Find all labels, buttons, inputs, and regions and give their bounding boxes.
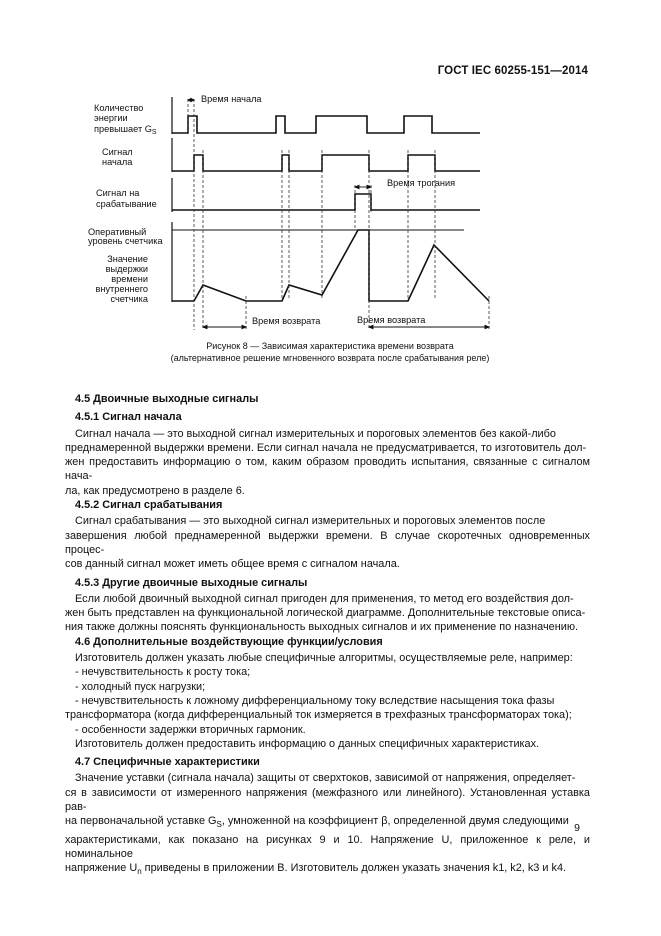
section-4-5-2-text xyxy=(65,514,590,571)
paragraph-line: Значение уставки (сигнала начала) защиты от сверхтоков, зависимой от напряжения, определяет- xyxy=(75,772,576,785)
wave-counter xyxy=(172,230,489,301)
section-4-5-heading: 4.5 Двоичные выходные сигналы xyxy=(75,393,259,405)
label-energy-1: Количество xyxy=(94,103,144,113)
label-level-1: Оперативный xyxy=(88,227,147,237)
paragraph-line: сов данный сигнал может иметь общее время с сигналом начала. xyxy=(65,558,400,571)
paragraph-line: Изготовитель должен указать любые специфичные алгоритмы, осуществляемые реле, например: xyxy=(75,652,573,665)
paragraph-line: напряжение $U_n$ приведены в приложении В. Изготовитель должен указать значения k1, k2, k3 и k4. xyxy=(65,862,567,877)
label-energy-3: превышает $G_S$ xyxy=(94,124,157,136)
label-counter-5: счетчика xyxy=(110,294,148,304)
label-start-2: начала xyxy=(102,157,133,167)
paragraph-line: ся в зависимости от измеренного напряжения (межфазного или линейного). Установленная уставка рав- xyxy=(65,786,590,814)
section-4-7-heading: 4.7 Специфичные характеристики xyxy=(75,756,260,769)
label-energy-2: энергии xyxy=(94,113,128,123)
annotation-operate-time: Время трогания xyxy=(387,178,456,188)
paragraph-line: ния также должны пояснять функциональность выходных сигналов и их применение по назначению. xyxy=(65,621,579,634)
list-item-continuation: трансформатора (когда дифференциальный ток измеряется в трехфазных трансформаторах тока); xyxy=(65,709,572,722)
label-counter-1: Значение xyxy=(107,254,148,264)
paragraph-line: Сигнал срабатывания — это выходной сигнал измерительных и пороговых элементов после xyxy=(75,515,546,528)
page-number: 9 xyxy=(574,822,580,834)
figure-caption: Рисунок 8 — Зависимая характеристика времени возврата xyxy=(206,341,454,351)
annotation-reset-time-2: Время возврата xyxy=(357,315,426,325)
paragraph-line: Изготовитель должен предоставить информацию о данных специфичных характеристиках. xyxy=(75,737,540,750)
section-4-5-3-heading: 4.5.3 Другие двоичные выходные сигналы xyxy=(75,576,308,589)
section-4-5-1-text xyxy=(65,427,590,498)
paragraph-line: завершения любой преднамеренной выдержки времени. В случае скоротечных одновременных процес- xyxy=(65,529,590,556)
figure-caption-sub: (альтернативное решение мгновенного возврата после срабатывания реле) xyxy=(170,353,490,363)
annotation-start-time: Время начала xyxy=(201,94,262,104)
list-item: - особенности задержки вторичных гармоник. xyxy=(75,723,306,736)
paragraph-line: Сигнал начала — это выходной сигнал измерительных и пороговых элементов без какой-либо xyxy=(75,427,556,440)
section-4-6-text xyxy=(65,651,590,751)
paragraph-line: преднамеренной выдержки времени. Если сигнал начала не предусматривается, то изготовитель дол- xyxy=(65,441,587,454)
section-4-6-heading: 4.6 Дополнительные воздействующие функции/условия xyxy=(75,635,383,648)
label-counter-2: выдержки xyxy=(105,264,148,274)
annotation-reset-time-1: Время возврата xyxy=(252,316,321,326)
section-4-5-1-heading: 4.5.1 Сигнал начала xyxy=(75,411,182,424)
paragraph-line: жен быть представлен на функциональной логической диаграмме. Дополнительные текстовые описа- xyxy=(65,607,586,620)
wave-start xyxy=(172,155,480,171)
paragraph-line: ла, как предусмотрено в разделе 6. xyxy=(65,484,245,497)
paragraph-line: жен предоставить информацию о том, каким образом проводить испытания, связанные с сигналом нача- xyxy=(65,456,590,483)
row-labels xyxy=(88,103,163,304)
section-4-7-text xyxy=(65,771,590,879)
list-item: - холодный пуск нагрузки; xyxy=(75,680,206,693)
list-item: - нечувствительность к ложному дифференциальному току вследствие насыщения тока фазы xyxy=(75,694,555,707)
document-body xyxy=(65,392,590,880)
label-counter-4: внутреннего xyxy=(95,284,148,294)
wave-energy xyxy=(172,116,480,133)
label-start-1: Сигнал xyxy=(102,147,133,157)
section-4-5-3-text xyxy=(65,592,590,635)
label-operate-1: Сигнал на xyxy=(96,188,140,198)
section-4-5-2-heading: 4.5.2 Сигнал срабатывания xyxy=(75,499,223,512)
paragraph-line: на первоначальной уставке $G_S$, умноженной на коэффициент β, определенной двумя следующими xyxy=(65,815,569,830)
paragraph-line: Если любой двоичный выходной сигнал пригоден для применения, то метод его воздействия дол- xyxy=(75,592,574,605)
label-operate-2: срабатывание xyxy=(96,199,157,209)
label-level-2: уровень счетчика xyxy=(88,236,163,246)
list-item: - нечувствительность к росту тока; xyxy=(75,666,251,679)
standard-header: ГОСТ IEC 60255-151—2014 xyxy=(437,65,588,77)
paragraph-line: характеристиками, как показано на рисунках 9 и 10. Напряжение U, приложенное к реле, и номинальное xyxy=(65,833,590,861)
wave-operate xyxy=(172,194,480,210)
label-counter-3: времени xyxy=(111,274,148,284)
timing-diagram xyxy=(0,0,661,380)
